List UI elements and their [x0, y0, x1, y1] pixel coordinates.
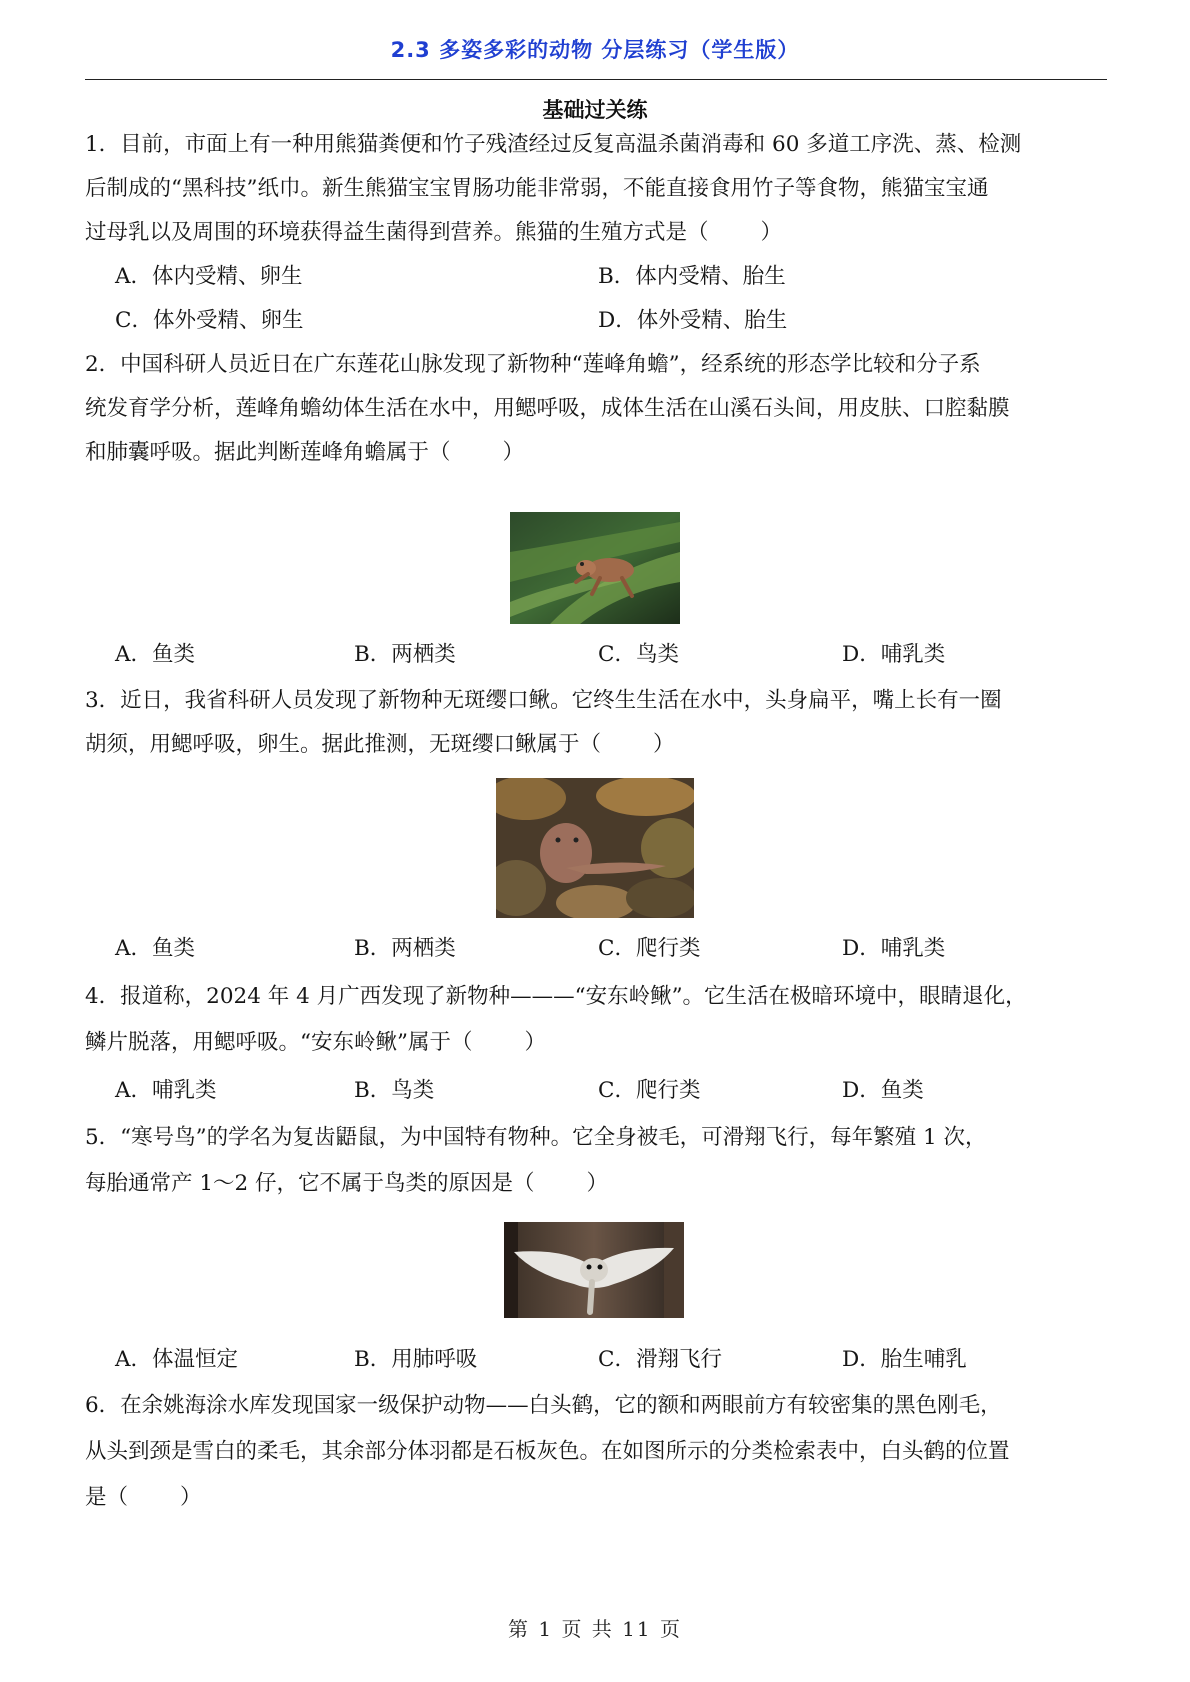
- q4-option-d: D．鱼类: [842, 1078, 924, 1103]
- header-divider: [85, 79, 1107, 80]
- q4-option-b: B．鸟类: [354, 1078, 435, 1103]
- q4-line-1: 4．报道称，2024 年 4 月广西发现了新物种———“安东岭鳅”。它生活在极暗环境中，眼睛退化，: [85, 984, 1027, 1009]
- q3-option-b: B．两栖类: [354, 936, 456, 961]
- q1-line-2: 后制成的“黑科技”纸巾。新生熊猫宝宝胃肠功能非常弱，不能直接食用竹子等食物，熊猫宝宝通: [85, 176, 989, 201]
- q3-option-d: D．哺乳类: [842, 936, 946, 961]
- q2-option-d: D．哺乳类: [842, 642, 946, 667]
- q3-option-c: C．爬行类: [598, 936, 701, 961]
- document-title: 2.3 多姿多彩的动物 分层练习（学生版）: [390, 38, 800, 62]
- q4-line-2: 鳞片脱落，用鳃呼吸。“安东岭鳅”属于（ ）: [85, 1030, 547, 1055]
- q6-line-3: 是（ ）: [85, 1485, 202, 1510]
- q5-option-a: A．体温恒定: [115, 1347, 239, 1372]
- q1-option-b: B．体内受精、胎生: [598, 264, 786, 289]
- q1-line-3: 过母乳以及周围的环境获得益生菌得到营养。熊猫的生殖方式是（ ）: [85, 220, 783, 245]
- q5-line-2: 每胎通常产 1～2 仔，它不属于鸟类的原因是（ ）: [85, 1171, 609, 1196]
- q6-line-2: 从头到颈是雪白的柔毛，其余部分体羽都是石板灰色。在如图所示的分类检索表中，白头鹤的位置: [85, 1439, 1010, 1464]
- q2-option-c: C．鸟类: [598, 642, 679, 667]
- q1-option-c: C．体外受精、卵生: [115, 308, 304, 333]
- page-number: 第 1 页 共 11 页: [508, 1617, 682, 1641]
- q1-line-1: 1．目前，市面上有一种用熊猫粪便和竹子残渣经过反复高温杀菌消毒和 60 多道工序洗、蒸、检测: [85, 132, 1022, 157]
- q3-line-1: 3．近日，我省科研人员发现了新物种无斑缨口鳅。它终生生活在水中，头身扁平，嘴上长有一圈: [85, 688, 1002, 713]
- q2-line-3: 和肺囊呼吸。据此判断莲峰角蟾属于（ ）: [85, 440, 525, 465]
- q1-option-a: A．体内受精、卵生: [115, 264, 303, 289]
- loach-photo: [496, 778, 694, 918]
- q2-option-b: B．两栖类: [354, 642, 456, 667]
- q3-option-a: A．鱼类: [115, 936, 196, 961]
- q6-line-1: 6．在余姚海涂水库发现国家一级保护动物——白头鹤，它的额和两眼前方有较密集的黑色刚毛，: [85, 1393, 1002, 1418]
- q2-line-2: 统发育学分析，莲峰角蟾幼体生活在水中，用鳃呼吸，成体生活在山溪石头间，用皮肤、口腔黏膜: [85, 396, 1010, 421]
- flying-squirrel-photo: [504, 1222, 684, 1318]
- q2-option-a: A．鱼类: [115, 642, 196, 667]
- q3-line-2: 胡须，用鳃呼吸，卵生。据此推测，无斑缨口鳅属于（ ）: [85, 732, 675, 757]
- section-title: 基础过关练: [542, 98, 648, 122]
- frog-photo: [510, 512, 680, 624]
- q5-option-b: B．用肺呼吸: [354, 1347, 478, 1372]
- q5-option-c: C．滑翔飞行: [598, 1347, 722, 1372]
- q4-option-a: A．哺乳类: [115, 1078, 217, 1103]
- q1-option-d: D．体外受精、胎生: [598, 308, 788, 333]
- q5-line-1: 5．“寒号鸟”的学名为复齿鼯鼠，为中国特有物种。它全身被毛，可滑翔飞行，每年繁殖 1 次，: [85, 1125, 987, 1150]
- q2-line-1: 2．中国科研人员近日在广东莲花山脉发现了新物种“莲峰角蟾”，经系统的形态学比较和分子系: [85, 352, 981, 377]
- q5-option-d: D．胎生哺乳: [842, 1347, 967, 1372]
- q4-option-c: C．爬行类: [598, 1078, 701, 1103]
